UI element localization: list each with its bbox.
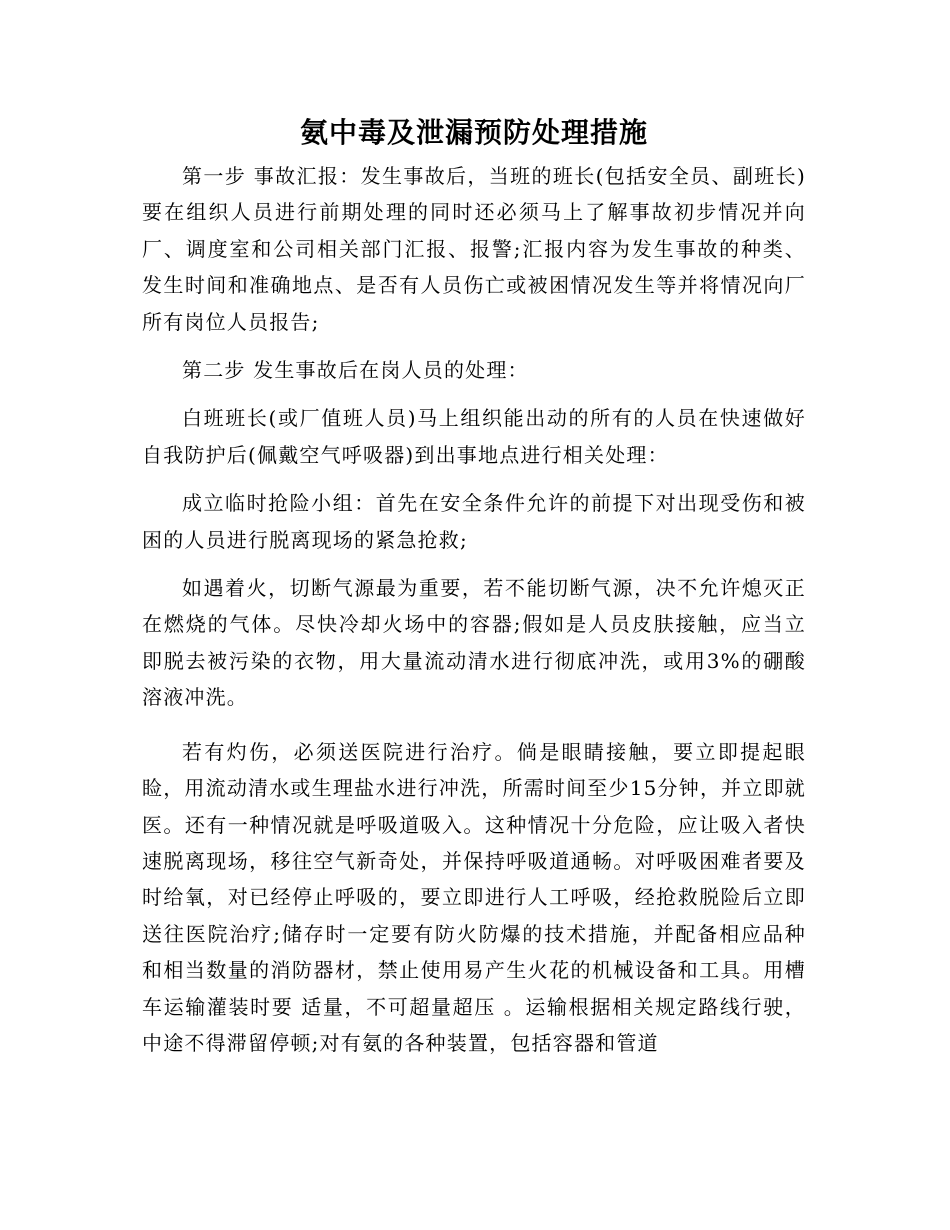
paragraph-burns-eyes-storage: 若有灼伤，必须送医院进行治疗。倘是眼睛接触，要立即提起眼睑，用流动清水或生理盐水进行冲洗，所需时间至少15分钟，并立即就医。还有一种情况就是呼吸道吸入。这种情况十分危险，应让吸入者快速脱离现场，移往空气新奇处，并保持呼吸道通畅。对呼吸困难者要及时给氧，对已经停止呼吸的，要立即进行人工呼吸，经抢救脱险后立即送往医院治疗;储存时一定要有防火防爆的技术措施，并配备相应品种和相当数量的消防器材，禁止使用易产生火花的机械设备和工具。用槽车运输灌装时要 适量，不可超量超压 。运输根据相关规定路线行驶，中途不得滞留停顿;对有氨的各种装置，包括容器和管道 bbox=[142, 739, 806, 1055]
paragraph-shift-leader: 白班班长(或厂值班人员)马上组织能出动的所有的人员在快速做好自我防护后(佩戴空气呼吸器)到出事地点进行相关处理： bbox=[142, 406, 806, 467]
paragraph-rescue-team: 成立临时抢险小组：首先在安全条件允许的前提下对出现受伤和被困的人员进行脱离现场的紧急抢救; bbox=[142, 491, 806, 552]
paragraph-fire-skin-contact: 如遇着火，切断气源最为重要，若不能切断气源，决不允许熄灭正在燃烧的气体。尽快冷却火场中的容器;假如是人员皮肤接触，应当立即脱去被污染的衣物，用大量流动清水进行彻底冲洗，或用3%的硼酸溶液冲洗。 bbox=[142, 576, 806, 710]
paragraph-step-one: 第一步 事故汇报：发生事故后，当班的班长(包括安全员、副班长)要在组织人员进行前期处理的同时还必须马上了解事故初步情况并向厂、调度室和公司相关部门汇报、报警;汇报内容为发生事故的种类、发生时间和准确地点、是否有人员伤亡或被困情况发生等并将情况向厂所有岗位人员报告; bbox=[142, 164, 806, 334]
document-title: 氨中毒及泄漏预防处理措施 bbox=[299, 116, 648, 149]
document-body bbox=[142, 108, 806, 1061]
paragraph-step-two: 第二步 发生事故后在岗人员的处理： bbox=[182, 358, 529, 383]
